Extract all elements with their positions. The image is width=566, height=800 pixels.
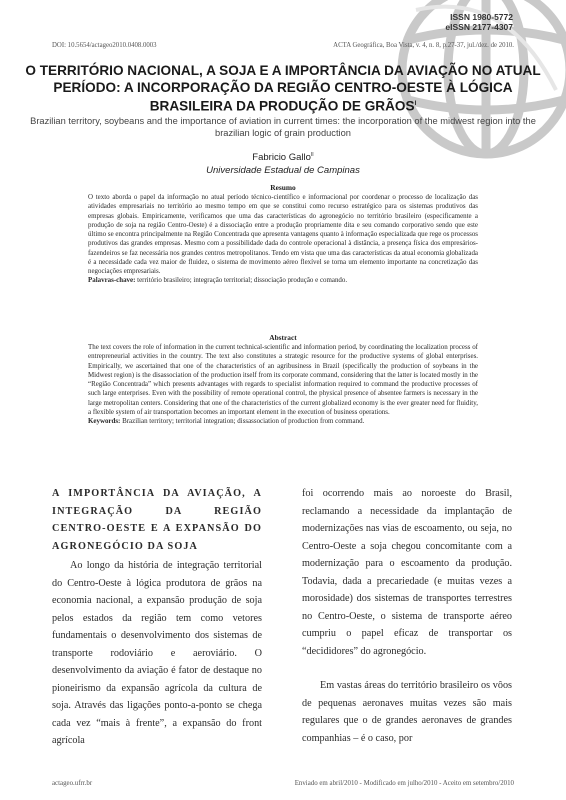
body-column-right bbox=[302, 485, 512, 747]
body-column-left bbox=[52, 485, 262, 750]
author-footnote-marker[interactable]: II bbox=[310, 152, 314, 158]
abstract-heading: Abstract bbox=[269, 333, 297, 342]
article-title bbox=[20, 62, 546, 115]
body-paragraph: Em vastas áreas do território brasileiro os vôos de pequenas aeronaves muitas vezes são mais regulares que o de grandes aeronaves de grandes companhias – é o caso, por bbox=[302, 680, 512, 744]
english-title: Brazilian territory, soybeans and the importance of aviation in current times: the incorporation of the midwest region into the brazilian logic of grain production bbox=[30, 116, 536, 138]
abstract-keywords-label: Keywords: bbox=[88, 417, 121, 425]
author-affiliation: Universidade Estadual de Campinas bbox=[206, 165, 360, 176]
abstract-body bbox=[88, 343, 478, 426]
resumo-keywords bbox=[88, 276, 478, 285]
article-title-text: O TERRITÓRIO NACIONAL, A SOJA E A IMPORTÂNCIA DA AVIAÇÃO NO ATUAL PERÍODO: A INCORPORAÇÃO DA REGIÃO CENTRO-OESTE À LÓGICA BRASILEIRA DA PRODUÇÃO DE GRÃOS bbox=[25, 63, 541, 114]
issn-print: ISSN 1980-5772 bbox=[450, 12, 513, 22]
author-line bbox=[0, 152, 566, 163]
abstract-keywords-text: Brazilian territory; territorial integration; dissassociation of production from command. bbox=[120, 417, 365, 425]
body-paragraph: Ao longo da história de integração territorial do Centro-Oeste à lógica produtora de grãos na economia nacional, a expansão produção de soja pelos estados da região tem como vetores fundamentais o desenvolvimento dos sistemas de transporte rodoviário e aeroviário. O desenvolvimento da aviação é fator de destaque no pioneirismo da expansão agrícola da cultura de soja. Através das ligações ponto-a-ponto se chega cada vez “mais à frente”, a expansão do front agrícola bbox=[52, 560, 262, 746]
submission-dates: Enviado em abril/2010 - Modificado em julho/2010 - Aceito em setembro/2010 bbox=[294, 780, 514, 787]
title-footnote-marker[interactable]: I bbox=[414, 101, 417, 107]
journal-citation: ACTA Geográfica, Boa Vista, v. 4, n. 8, p.27-37, jul./dez. de 2010. bbox=[333, 42, 514, 49]
resumo-keywords-label: Palavras-chave: bbox=[88, 276, 136, 285]
issn-block bbox=[445, 12, 513, 32]
author-name: Fabricio Gallo bbox=[252, 152, 311, 164]
body-paragraph: foi ocorrendo mais ao noroeste do Brasil, reclamando a necessidade da implantação de modernizações nas vias de escoamento, ou seja, no Centro-Oeste a soja chegou concomitante com a modernização para o escoamento da produção. Todavia, dada a precariedade (e muitas vezes a morosidade) dos sistemas de transportes terrestres no Centro-Oeste, o sistema de transporte aéreo cumpriu o papel eficaz de transportar os “decididores” do agronegócio. bbox=[302, 488, 512, 657]
resumo-keywords-text: território brasileiro; integração territorial; dissociação produção e comando. bbox=[135, 276, 348, 285]
doi-link[interactable]: DOI: 10.5654/actageo2010.0408.0003 bbox=[52, 42, 157, 49]
section-heading: A IMPORTÂNCIA DA AVIAÇÃO, A INTEGRAÇÃO DA REGIÃO CENTRO-OESTE E A EXPANSÃO DO AGRONEGÓCIO DA SOJA bbox=[52, 488, 262, 552]
resumo-body bbox=[88, 193, 478, 286]
journal-website-link[interactable]: actageo.ufrr.br bbox=[52, 780, 93, 787]
resumo-text: O texto aborda o papel da informação no atual período técnico-científico e informacional por coordenar o processo de localização das atividades empresariais no território ao mesmo tempo em que se constitui como recurso estratégico para os sistemas produtivos das empresas globais. Empiricamente, verificamos que uma das características do agronegócio no território brasileiro (especificamente a produção de soja na região Centro-Oeste) é a dissociação entre a produção propriamente dita e seu comando corporativo sendo que este último se encontra principalmente na Região Concentrada que apresenta vantagens quanto à informação especializada que rege os processos produtivos das grandes empresas. Mesmo com a possibilidade dada do controle operacional à distância, a presença física dos empresários-fazendeiros se faz necessária nos grandes centros metropolitanos. Tendo em vista que uma das características da atual economia globalizada é a necessidade cada vez maior de fluidez, o sistema de movimento aéreo flexível se torna um elemento importante na concretização das negociações empresariais. bbox=[88, 193, 478, 275]
abstract-keywords bbox=[88, 417, 478, 426]
resumo-heading: Resumo bbox=[270, 183, 296, 192]
abstract-text: The text covers the role of information in the current technical-scientific and information period, by coordinating the localization process of entrepreneurial activities in the country. The text also constitutes a strategic resource for the productive systems of global enterprises. Empirically, we ascertained that one of the characteristics of an agribusiness in Brazil (specifically the production of soybeans in the Midwest region) is the disassociation of the production itself from its corporate command, considering that the latter is located mostly in the “Região Concentrada” which presents advantages with regards to specialist information required to command the productive processes of such large enterprises. Even with the possibility of remote operational control, the physical presence of absentee farmers is necessary in the large metropolitan centers. Considering that one of the characteristics of the current globalized economy is the ever greater need for fluidity, a flexible system of air transportation becomes an important element in the execution of business operations. bbox=[88, 343, 478, 416]
issn-electronic: eISSN 2177-4307 bbox=[445, 22, 513, 32]
